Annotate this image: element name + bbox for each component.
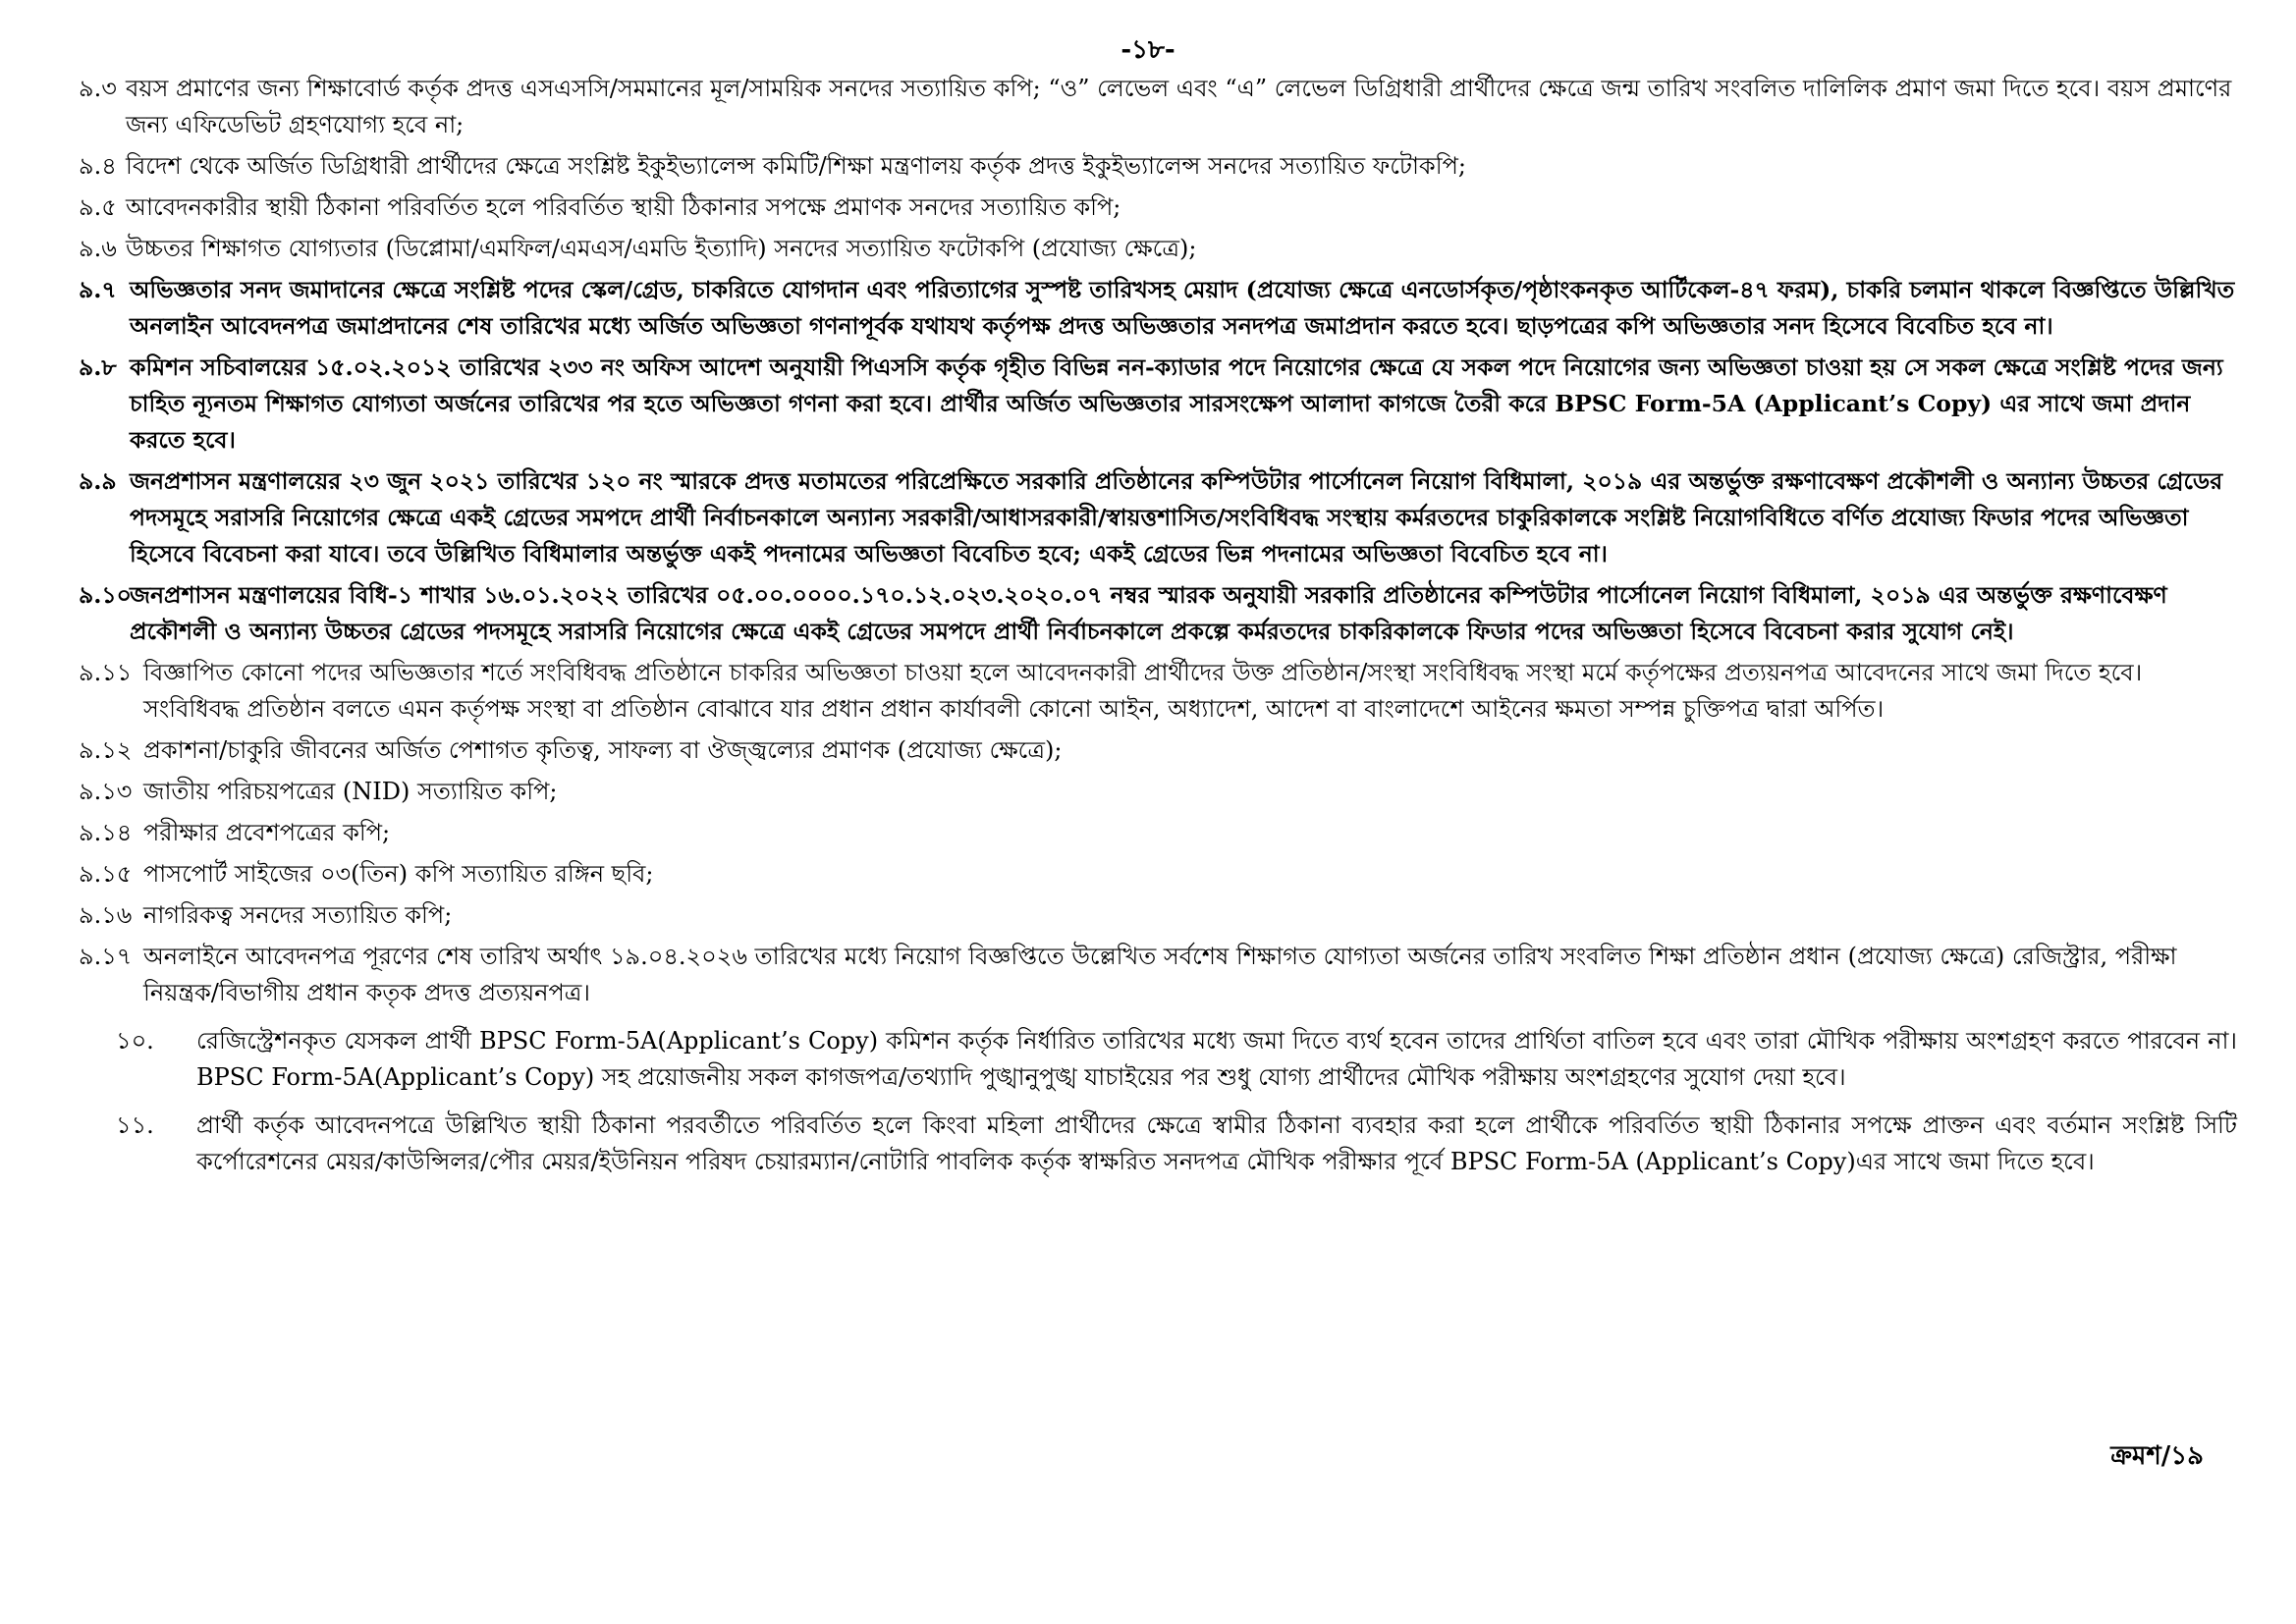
clause-text: বিজ্ঞাপিত কোনো পদের অভিজ্ঞতার শর্তে সংবিধিবদ্ধ প্রতিষ্ঠানে চাকরির অভিজ্ঞতা চাওয়া হলে আবেদনকারী প্রার্থীদের উক্ত প্রতিষ্ঠান/সংস্থা সংবিধিবদ্ধ সংস্থা মর্মে কর্তৃপক্ষের প্রত্যয়নপত্র আবেদনের সাথে জমা দিতে হবে। সংবিধিবদ্ধ প্রতিষ্ঠান বলতে এমন কর্তৃপক্ষ সংস্থা বা প্রতিষ্ঠান বোঝাবে যার প্রধান প্রধান কার্যাবলী কোনো আইন, অধ্যাদেশ, আদেশ বা বাংলাদেশে আইনের ক্ষমতা সম্পন্ন চুক্তিপত্র দ্বারা অর্পিত। (143, 659, 2143, 723)
clause-text: উচ্চতর শিক্ষাগত যোগ্যতার (ডিপ্লোমা/এমফিল/এমএস/এমডি ইত্যাদি) সনদের সত্যায়িত ফটোকপি (প্রযোজ্য ক্ষেত্রে); (126, 235, 1197, 262)
continued-marker: ক্রমশ/১৯ (2110, 1441, 2204, 1471)
clause-item (0, 1108, 2296, 1180)
clause-item (0, 732, 2296, 769)
clause-item (0, 350, 2296, 459)
clause-number: ৯.১০ (79, 581, 132, 609)
clause-number: ৯.১৬ (79, 901, 133, 929)
clause-text: জনপ্রশাসন মন্ত্রণালয়ের বিধি-১ শাখার ১৬.০১.২০২২ তারিখের ০৫.০০.০০০০.১৭০.১২.০২৩.২০২০.০৭ নম্বর স্মারক অনুযায়ী সরকারি প্রতিষ্ঠানের কম্পিউটার পার্সোনেল নিয়োগ বিধিমালা, ২০১৯ এর অন্তর্ভুক্ত রক্ষণাবেক্ষণ প্রকৌশলী ও অন্যান্য উচ্চতর গ্রেডের পদসমূহে সরাসরি নিয়োগের ক্ষেত্রে একই গ্রেডের সমপদে প্রার্থী নির্বাচনকালে প্রকল্পে কর্মরতদের চাকরিকালকে ফিডার পদের অভিজ্ঞতা হিসেবে বিবেচনা করার সুযোগ নেই। (130, 581, 2167, 645)
clause-number: ৯.১১ (79, 659, 133, 686)
clause-number: ৯.১৫ (79, 860, 133, 888)
clause-text: আবেদনকারীর স্থায়ী ঠিকানা পরিবর্তিত হলে পরিবর্তিত স্থায়ী ঠিকানার সপক্ষে প্রমাণক সনদের সত্যায়িত কপি; (126, 193, 1121, 221)
clause-item (0, 189, 2296, 226)
clause-number: ৯.১২ (79, 736, 133, 764)
clause-item (0, 774, 2296, 810)
clause-item (0, 577, 2296, 650)
clause-item (0, 1023, 2296, 1096)
clause-item (0, 272, 2296, 345)
clause-item (0, 815, 2296, 851)
clause-text: অনলাইনে আবেদনপত্র পূরণের শেষ তারিখ অর্থাৎ ১৯.০৪.২০২৬ তারিখের মধ্যে নিয়োগ বিজ্ঞপ্তিতে উল্লেখিত সর্বশেষ শিক্ষাগত যোগ্যতা অর্জনের তারিখ সংবলিত শিক্ষা প্রতিষ্ঠান প্রধান (প্রযোজ্য ক্ষেত্রে) রেজিস্ট্রার, পরীক্ষা নিয়ন্ত্রক/বিভাগীয় প্রধান কতৃক প্রদত্ত প্রত্যয়নপত্র। (143, 943, 2177, 1006)
clause-number: ৯.৫ (79, 193, 117, 221)
clause-text: প্রার্থী কর্তৃক আবেদনপত্রে উল্লিখিত স্থায়ী ঠিকানা পরবর্তীতে পরিবর্তিত হলে কিংবা মহিলা প্রার্থীদের ক্ষেত্রে স্বামীর ঠিকানা ব্যবহার করা হলে প্রার্থীকে পরিবর্তিত স্থায়ী ঠিকানার সপক্ষে প্রাক্তন এবং বর্তমান সংশ্লিষ্ট সিটি কর্পোরেশনের মেয়র/কাউন্সিলর/পৌর মেয়র/ইউনিয়ন পরিষদ চেয়ারম্যান/নোটারি পাবলিক কর্তৃক স্বাক্ষরিত সনদপত্র মৌখিক পরীক্ষার পূর্বে BPSC Form-5A (Applicant’s Copy)এর সাথে জমা দিতে হবে। (196, 1111, 2237, 1175)
clause-list (0, 71, 2296, 1185)
clause-number: ৯.১৭ (79, 943, 133, 970)
clause-item (0, 71, 2296, 143)
clause-number: ৯.৬ (79, 235, 117, 262)
clause-number: ১১. (116, 1111, 154, 1139)
clause-number: ৯.১৩ (79, 778, 133, 805)
clause-number: ৯.৪ (79, 152, 117, 180)
clause-number: ৯.১৪ (79, 819, 133, 846)
clause-number: ১০. (116, 1027, 154, 1055)
clause-item (0, 148, 2296, 185)
clause-item (0, 939, 2296, 1011)
clause-text: পরীক্ষার প্রবেশপত্রের কপি; (143, 819, 391, 846)
clause-item (0, 231, 2296, 267)
clause-text: বয়স প্রমাণের জন্য শিক্ষাবোর্ড কর্তৃক প্রদত্ত এসএসসি/সমমানের মূল/সাময়িক সনদের সত্যায়িত কপি; “ও” লেভেল এবং “এ” লেভেল ডিগ্রিধারী প্রার্থীদের ক্ষেত্রে জন্ম তারিখ সংবলিত দালিলিক প্রমাণ জমা দিতে হবে। বয়স প্রমাণের জন্য এফিডেভিট গ্রহণযোগ্য হবে না; (126, 75, 2232, 138)
clause-text: পাসপোর্ট সাইজের ০৩(তিন) কপি সত্যায়িত রঙ্গিন ছবি; (143, 860, 654, 888)
clause-text: প্রকাশনা/চাকুরি জীবনের অর্জিত পেশাগত কৃতিত্ব, সাফল্য বা ঔজ্জ্বল্যের প্রমাণক (প্রযোজ্য ক্ষেত্রে); (143, 736, 1063, 764)
clause-number: ৯.৯ (79, 467, 117, 495)
clause-text: জনপ্রশাসন মন্ত্রণালয়ের ২৩ জুন ২০২১ তারিখের ১২০ নং স্মারকে প্রদত্ত মতামতের পরিপ্রেক্ষিতে সরকারি প্রতিষ্ঠানের কম্পিউটার পার্সোনেল নিয়োগ বিধিমালা, ২০১৯ এর অন্তর্ভুক্ত রক্ষণাবেক্ষণ প্রকৌশলী ও অন্যান্য উচ্চতর গ্রেডের পদসমূহে সরাসরি নিয়োগের ক্ষেত্রে একই গ্রেডের সমপদে প্রার্থী নির্বাচনকালে অন্যান্য সরকারী/আধাসরকারী/স্বায়ত্তশাসিত/সংবিধিবদ্ধ সংস্থায় কর্মরতদের চাকুরিকালকে সংশ্লিষ্ট নিয়োগবিধিতে বর্ণিত প্রযোজ্য ফিডার পদের অভিজ্ঞতা হিসেবে বিবেচনা করা যাবে। তবে উল্লিখিত বিধিমালার অন্তর্ভুক্ত একই পদনামের অভিজ্ঞতা বিবেচিত হবে; একই গ্রেডের ভিন্ন পদনামের অভিজ্ঞতা বিবেচিত হবে না। (130, 467, 2223, 568)
clause-text: বিদেশ থেকে অর্জিত ডিগ্রিধারী প্রার্থীদের ক্ষেত্রে সংশ্লিষ্ট ইকুইভ্যালেন্স কমিটি/শিক্ষা মন্ত্রণালয় কর্তৃক প্রদত্ত ইকুইভ্যালেন্স সনদের সত্যায়িত ফটোকপি; (126, 152, 1466, 180)
clause-item (0, 655, 2296, 728)
clause-item (0, 463, 2296, 572)
clause-number: ৯.৭ (79, 276, 117, 303)
page-number: -১৮- (1121, 35, 1175, 65)
clause-text: নাগরিকত্ব সনদের সত্যায়িত কপি; (143, 901, 453, 929)
clause-item (0, 856, 2296, 893)
clause-item (0, 897, 2296, 934)
clause-number: ৯.৮ (79, 353, 117, 381)
clause-text: জাতীয় পরিচয়পত্রের (NID) সত্যায়িত কপি; (143, 778, 558, 805)
clause-number: ৯.৩ (79, 75, 117, 102)
clause-text: অভিজ্ঞতার সনদ জমাদানের ক্ষেত্রে সংশ্লিষ্ট পদের স্কেল/গ্রেড, চাকরিতে যোগদান এবং পরিত্যাগের সুস্পষ্ট তারিখসহ মেয়াদ (প্রযোজ্য ক্ষেত্রে এনডোর্সকৃত/পৃষ্ঠাংকনকৃত আর্টিকেল-৪৭ ফরম), চাকরি চলমান থাকলে বিজ্ঞপ্তিতে উল্লিখিত অনলাইন আবেদনপত্র জমাপ্রদানের শেষ তারিখের মধ্যে অর্জিত অভিজ্ঞতা গণনাপূর্বক যথাযথ কর্তৃপক্ষ প্রদত্ত অভিজ্ঞতার সনদপত্র জমাপ্রদান করতে হবে। ছাড়পত্রের কপি অভিজ্ঞতার সনদ হিসেবে বিবেচিত হবে না। (130, 276, 2235, 340)
clause-text: কমিশন সচিবালয়ের ১৫.০২.২০১২ তারিখের ২৩৩ নং অফিস আদেশ অনুযায়ী পিএসসি কর্তৃক গৃহীত বিভিন্ন নন-ক্যাডার পদে নিয়োগের ক্ষেত্রে যে সকল পদে নিয়োগের জন্য অভিজ্ঞতা চাওয়া হয় সে সকল ক্ষেত্রে সংশ্লিষ্ট পদের জন্য চাহিত ন্যূনতম শিক্ষাগত যোগ্যতা অর্জনের তারিখের পর হতে অভিজ্ঞতা গণনা করা হবে। প্রার্থীর অর্জিত অভিজ্ঞতার সারসংক্ষেপ আলাদা কাগজে তৈরী করে BPSC Form-5A (Applicant’s Copy) এর সাথে জমা প্রদান করতে হবে। (130, 353, 2223, 454)
clause-text: রেজিস্ট্রেশনকৃত যেসকল প্রার্থী BPSC Form-5A(Applicant’s Copy) কমিশন কর্তৃক নির্ধারিত তারিখের মধ্যে জমা দিতে ব্যর্থ হবেন তাদের প্রার্থিতা বাতিল হবে এবং তারা মৌখিক পরীক্ষায় অংশগ্রহণ করতে পারবেন না। BPSC Form-5A(Applicant’s Copy) সহ প্রয়োজনীয় সকল কাগজপত্র/তথ্যাদি পুঙ্খানুপুঙ্খ যাচাইয়ের পর শুধু যোগ্য প্রার্থীদের মৌখিক পরীক্ষায় অংশগ্রহণের সুযোগ দেয়া হবে। (196, 1027, 2237, 1091)
